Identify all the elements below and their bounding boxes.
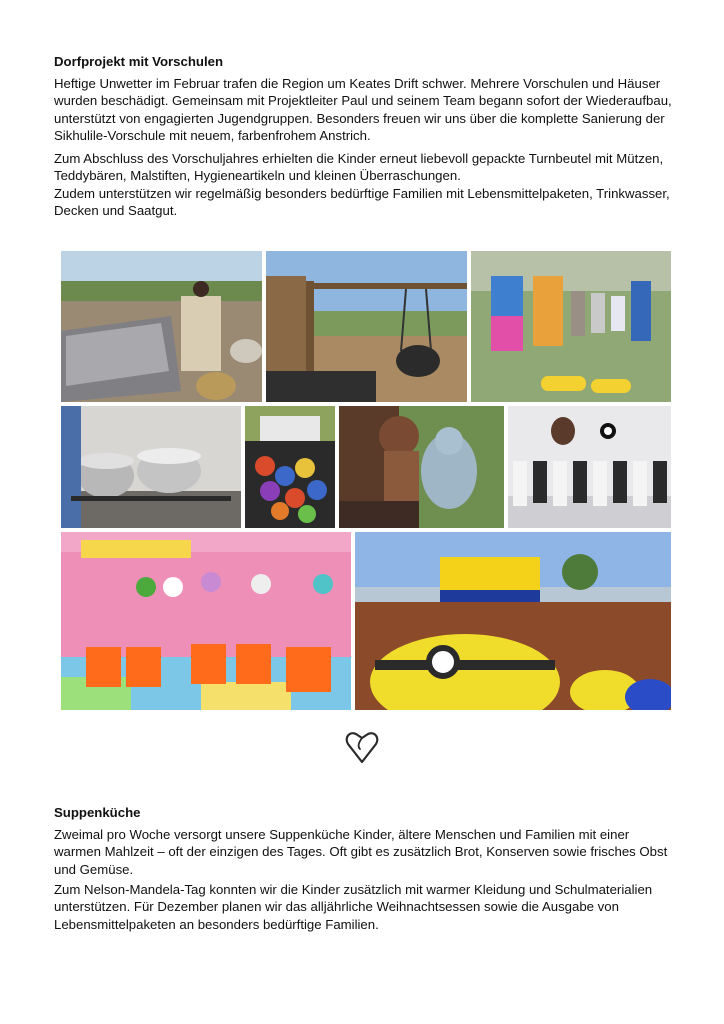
- paragraph-nelson-mandela-tag: Zum Nelson-Mandela-Tag konnten wir die Kinder zusätzlich mit warmer Kleidung und Schulmaterialien unterstützen. Für Dezember planen wir das alljährliche Weihnachtsessen sowie die Ausgabe von Lebensmittelpaketen an besonders bedürftige Familien.: [54, 882, 653, 932]
- paragraph-suppenkueche-mahlzeit: Zweimal pro Woche versorgt unsere Suppenküche Kinder, ältere Menschen und Familien mit einer warmen Mahlzeit – oft der einzigen des Tages. Oft gibt es zusätzlich Brot, Konserven sowie frisches Obst und Gemüse.: [54, 827, 668, 877]
- heart-outline-icon: [340, 728, 384, 772]
- paragraph-familien: Zudem unterstützen wir regelmäßig besonders bedürftige Familien mit Lebensmittelpaketen, Trinkwasser, Decken und Saatgut.: [54, 186, 670, 219]
- photo-painted-preschool: [355, 532, 671, 710]
- section-title-suppenkueche: Suppenküche: [54, 805, 141, 820]
- photo-food-bags-truck: [245, 406, 335, 528]
- paragraph-turnbeutel: Zum Abschluss des Vorschuljahres erhielten die Kinder erneut liebevoll gepackte Turnbeutel mit Mützen, Teddybären, Malstiften, Hygieneartikeln und kleinen Überraschungen.: [54, 151, 664, 184]
- photo-group-villagers: [471, 251, 671, 402]
- photo-damaged-house: [61, 251, 262, 402]
- photo-baby-teddy: [339, 406, 504, 528]
- section-title-dorfprojekt: Dorfprojekt mit Vorschulen: [54, 54, 224, 69]
- photo-children-with-bags: [61, 532, 351, 710]
- photo-playground: [266, 251, 467, 402]
- paragraph-unwetter: Heftige Unwetter im Februar trafen die Region um Keates Drift schwer. Mehrere Vorschulen und Häuser wurden beschädigt. Gemeinsam mit Projektleiter Paul und seinem Team begann sofort der Wiederaufbau, unterstützt von engagierten Jugendgruppen. Besonders freuen wir uns über die komplette Sanierung der Sikhulile-Vorschule mit neuem, farbenfrohem Anstrich.: [54, 76, 672, 144]
- photo-soup-pots: [61, 406, 241, 528]
- photo-children-classroom: [508, 406, 671, 528]
